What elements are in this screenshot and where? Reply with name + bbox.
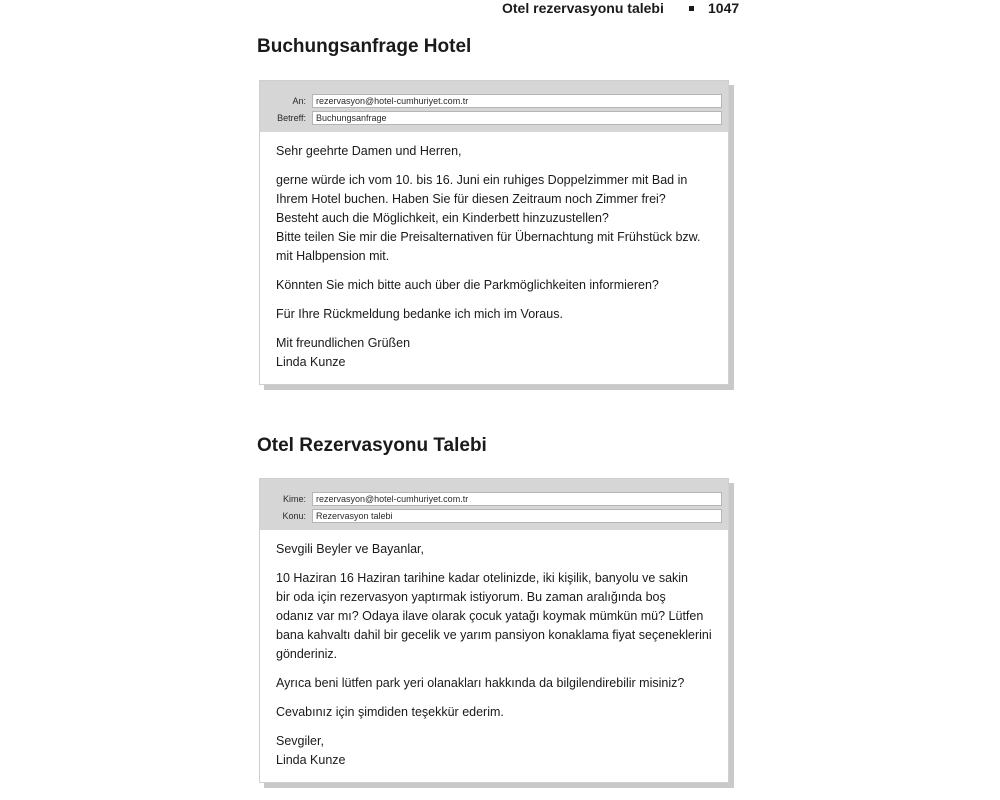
body-paragraph-3: Für Ihre Rückmeldung bedanke ich mich im Voraus. — [276, 307, 563, 321]
running-header — [500, 0, 740, 18]
email-window-turkish — [259, 478, 729, 783]
sign-off — [276, 334, 712, 372]
email-body[interactable] — [260, 132, 728, 384]
square-bullet-icon — [689, 6, 694, 11]
subject-field-row — [272, 507, 722, 524]
body-line: mit Halbpension mit. — [276, 249, 390, 263]
body-paragraph-1 — [276, 171, 712, 266]
signature: Linda Kunze — [276, 753, 346, 767]
section-heading-turkish: Otel Rezervasyonu Talebi — [257, 435, 487, 456]
body-line: bana kahvaltı dahil bir gecelik ve yarım pansiyon konaklama fiyat seçeneklerini — [276, 628, 712, 642]
body-line: gönderiniz. — [276, 647, 338, 661]
subject-label: Konu: — [282, 510, 306, 521]
subject-field[interactable]: Rezervasyon talebi — [312, 509, 722, 523]
subject-label: Betreff: — [277, 112, 306, 123]
email-header — [260, 81, 728, 132]
body-line: bir oda için rezervasyon yaptırmak istiyorum. Bu zaman aralığında boş — [276, 590, 666, 604]
body-paragraph-2: Könnten Sie mich bitte auch über die Parkmöglichkeiten informieren? — [276, 278, 659, 292]
body-paragraph-1 — [276, 569, 712, 664]
to-field-row — [272, 92, 722, 109]
closing: Mit freundlichen Grüßen — [276, 336, 411, 350]
closing: Sevgiler, — [276, 734, 324, 748]
body-line: Besteht auch die Möglichkeit, ein Kinderbett hinzuzustellen? — [276, 211, 609, 225]
body-line: 10 Haziran 16 Haziran tarihine kadar otelinizde, iki kişilik, banyolu ve sakin — [276, 571, 689, 585]
body-line: gerne würde ich vom 10. bis 16. Juni ein ruhiges Doppelzimmer mit Bad in — [276, 173, 688, 187]
greeting: Sehr geehrte Damen und Herren, — [276, 144, 462, 158]
page-number: 1047 — [708, 0, 740, 16]
to-field-row — [272, 490, 722, 507]
email-header — [260, 479, 728, 530]
email-body[interactable] — [260, 530, 728, 782]
signature: Linda Kunze — [276, 355, 346, 369]
body-paragraph-3: Cevabınız için şimdiden teşekkür ederim. — [276, 705, 504, 719]
email-window-german — [259, 80, 729, 385]
to-label: Kime: — [282, 493, 306, 504]
to-label: An: — [292, 95, 306, 106]
sign-off — [276, 732, 712, 770]
to-field[interactable]: rezervasyon@hotel-cumhuriyet.com.tr — [312, 492, 722, 506]
body-line: Bitte teilen Sie mir die Preisalternativen für Übernachtung mit Frühstück bzw. — [276, 230, 701, 244]
subject-field-row — [272, 109, 722, 126]
to-field[interactable]: rezervasyon@hotel-cumhuriyet.com.tr — [312, 94, 722, 108]
section-heading-german: Buchungsanfrage Hotel — [257, 36, 472, 57]
greeting: Sevgili Beyler ve Bayanlar, — [276, 542, 424, 556]
body-paragraph-2: Ayrıca beni lütfen park yeri olanakları hakkında da bilgilendirebilir misiniz? — [276, 676, 685, 690]
subject-field[interactable]: Buchungsanfrage — [312, 111, 722, 125]
running-header-title: Otel rezervasyonu talebi — [502, 0, 664, 16]
body-line: odanız var mı? Odaya ilave olarak çocuk yatağı koymak mümkün mü? Lütfen — [276, 609, 704, 623]
body-line: Ihrem Hotel buchen. Haben Sie für diesen Zeitraum noch Zimmer frei? — [276, 192, 666, 206]
